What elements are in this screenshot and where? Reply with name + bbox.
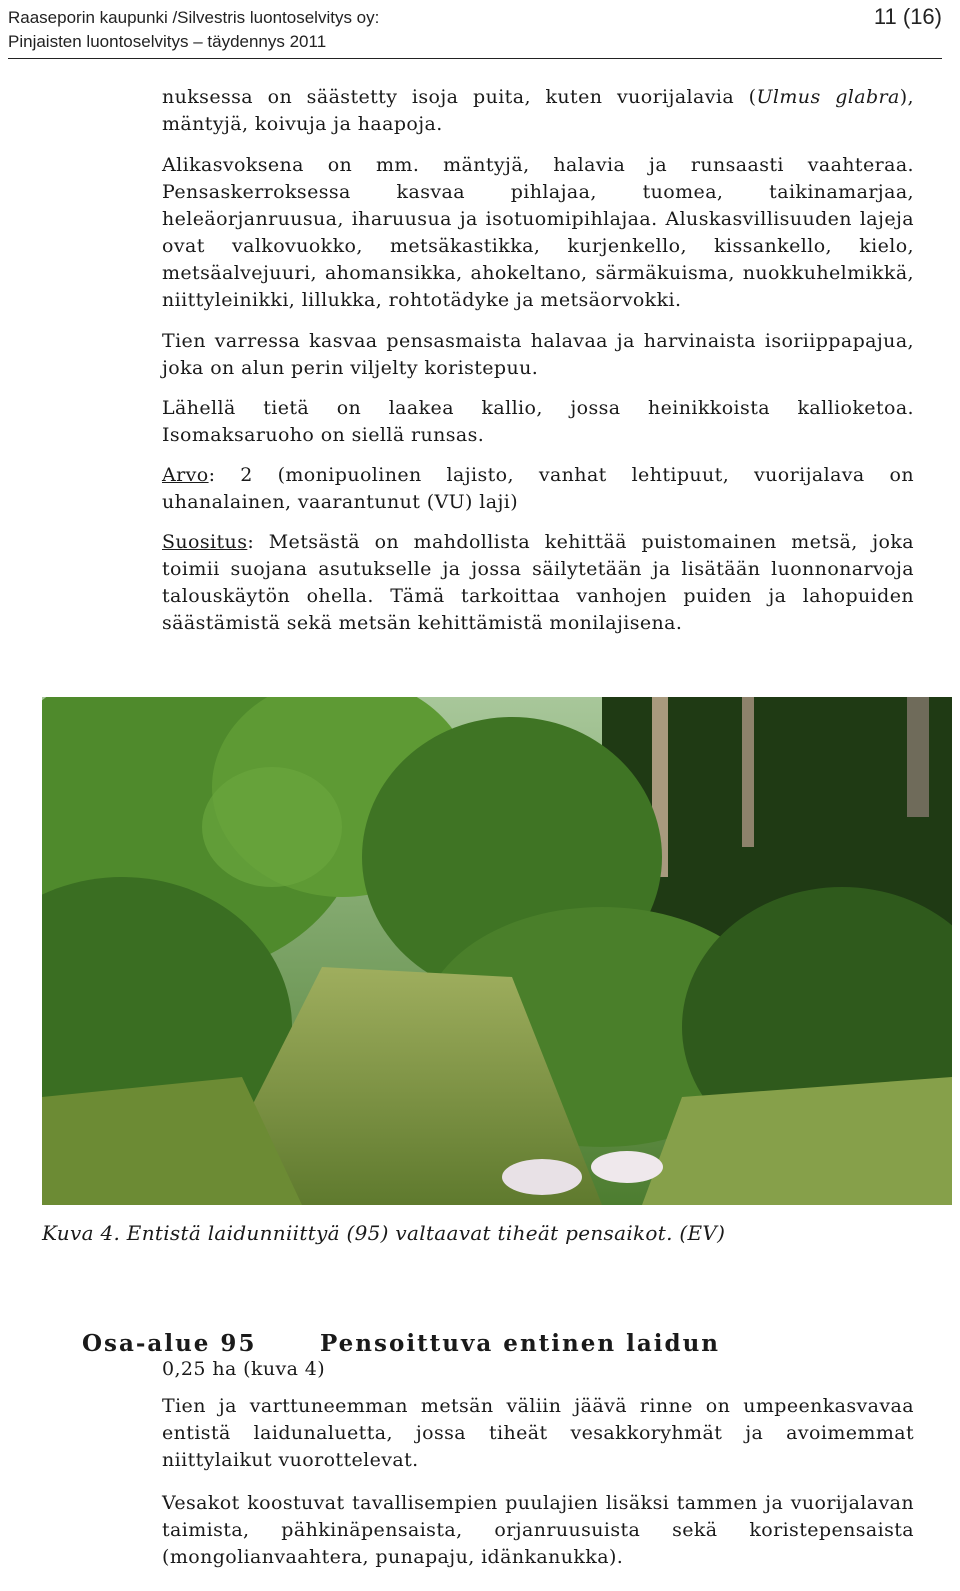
page-header <box>8 4 942 59</box>
section-paragraph-2-text: Vesakot koostuvat tavallisempien puulajien lisäksi tammen ja vuorijalavan taimista, pähkinäpensaista, orjanruusuista sekä koristepensaista (mongolianvaahtera, punapaju, idänkanukka). <box>162 1492 914 1568</box>
section-number: Osa-alue 95 <box>82 1330 257 1357</box>
header-line-2: Pinjaisten luontoselvitys – täydennys 2011 <box>8 32 327 51</box>
paragraph-3-text: Tien varressa kasvaa pensasmaista halavaa ja harvinaista isoriippapajua, joka on alun perin viljelty koristepuu. <box>162 330 914 379</box>
paragraph-1-text-b: ), mäntyjä, koivuja ja haapoja. <box>162 86 914 135</box>
latin-name: Ulmus glabra <box>756 86 900 108</box>
suositus-text: : Metsästä on mahdollista kehittää puistomainen metsä, joka toimii suojana asutukselle ja jossa säilytetään ja lisätään luonnonarvoja talouskäytön ohella. Tämä tarkoittaa vanhojen puiden ja lahopuiden säästämistä sekä metsän kehittämistä monilajisena. <box>162 531 914 634</box>
section-paragraph-1 <box>162 1393 914 1474</box>
paragraph-1 <box>162 84 914 138</box>
header-line-1: Raaseporin kaupunki /Silvestris luontoselvitys oy: <box>8 8 380 27</box>
arvo-paragraph <box>162 462 914 516</box>
paragraph-2-text: Alikasvoksena on mm. mäntyjä, halavia ja runsaasti vaahteraa. Pensaskerroksessa kasvaa pihlajaa, tuomea, taikinamarjaa, heleäorjanruusua, iharuusua ja isotuomipihlajaa. Aluskasvillisuuden lajeja ovat valkovuokko, metsäkastikka, kurjenkello, kissankello, kielo, metsäalvejuuri, ahomansikka, ahokeltano, särmäkuisma, nuokkuhelmikkä, niittyleinikki, lillukka, rohtotädyke ja metsäorvokki. <box>162 154 914 311</box>
section-title: Pensoittuva entinen laidun <box>320 1330 721 1357</box>
photo-illustration <box>42 697 952 1205</box>
arvo-text: : 2 (monipuolinen lajisto, vanhat lehtipuut, vuorijalava on uhanalainen, vaarantunut (VU) laji) <box>162 464 914 513</box>
paragraph-4-text: Lähellä tietä on laakea kallio, jossa heinikkoista kallioketoa. Isomaksaruoho on siellä runsas. <box>162 397 914 446</box>
header-title <box>8 6 379 54</box>
suositus-paragraph <box>162 529 914 637</box>
photo-overgrown-meadow <box>42 697 952 1205</box>
section-area <box>162 1356 914 1383</box>
page-number: 11 (16) <box>873 4 942 29</box>
paragraph-2 <box>162 152 914 314</box>
suositus-label: Suositus <box>162 531 248 553</box>
paragraph-1-text-a: nuksessa on säästetty isoja puita, kuten vuorijalavia ( <box>162 86 757 108</box>
paragraph-4 <box>162 395 914 449</box>
section-paragraph-2 <box>162 1490 914 1571</box>
arvo-label: Arvo <box>162 464 209 486</box>
photo-caption: Kuva 4. Entistä laidunniittyä (95) valtaavat tiheät pensaikot. (EV) <box>42 1221 726 1245</box>
section-paragraph-1-text: Tien ja varttuneemman metsän väliin jäävä rinne on umpeenkasvavaa entistä laidunaluetta, jossa tiheät vesakkoryhmät ja avoimemmat niittylaikut vuorottelevat. <box>162 1395 914 1471</box>
paragraph-3 <box>162 328 914 382</box>
section-area-text: 0,25 ha (kuva 4) <box>162 1358 326 1380</box>
